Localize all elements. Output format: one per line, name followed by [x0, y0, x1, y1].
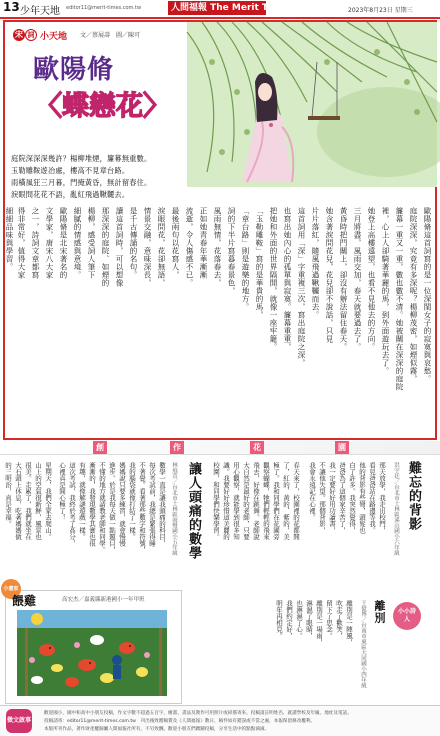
essay-column: 春天來了，校園裡的花都開	[292, 462, 300, 540]
commentary-column: 最後兩句以花寫人，	[171, 207, 180, 279]
painting-credit: 高宏杰／嘉義縣新港國小一年甲班	[62, 597, 145, 603]
essay-column: 每次考試前，我總是緊張得睡	[148, 462, 156, 547]
footer-line: 本版所刊作品，著作財產權歸屬人間福報社所有，不另致酬。歡迎小朋友們踴躍投稿，分享生活中的點點滴滴。	[44, 727, 270, 732]
essay-byline: 洪宇廷／台北市士林區溪山國小六年級	[393, 462, 399, 556]
commentary-column: 讀這首詞時，可以想像	[115, 207, 124, 287]
commentary-column: 「玉勒雕鞍」寫的是華貴的馬，	[255, 207, 264, 319]
painting-svg	[17, 610, 167, 696]
essay-column: 不讓他失望。那個背影，	[318, 462, 326, 534]
poem-line: 庭院深深深幾許？楊柳堆煙，簾幕無重數。	[11, 154, 152, 163]
essay-byline: 林庭萱／台北市士林區雨聲國小五年級	[171, 462, 177, 556]
essay-column: 看見爸爸站在路邊等我。	[368, 462, 376, 534]
feeding-chickens-painting	[17, 610, 167, 696]
essay-column: 我的腦袋就像打結了一樣。	[128, 462, 136, 540]
commentary-column: 是千古傳誦的名句。	[129, 207, 138, 279]
essay-column: 飛去，好像在跳舞。老師說	[252, 462, 260, 540]
commentary-column: 歐陽脩是北宋著名的	[59, 207, 68, 279]
masthead-text: 人間福報 The Merit Times	[171, 3, 292, 13]
seal-ci-icon: 詞	[25, 29, 37, 41]
poem-title: 〈蝶戀花〉	[35, 91, 170, 122]
little-poet-badge	[393, 602, 421, 630]
poem-corner-byline: 王億博／台南市東區大同國小四年級	[360, 600, 366, 688]
poem-corner-line: 明年再相見。	[275, 600, 283, 639]
poem-corner-line: 離別是一陣風，	[345, 600, 353, 646]
essay-column: 數學一直是讓我頭痛的科目，	[158, 462, 166, 547]
essay-column: 我一定要好好用功讀書，	[328, 462, 336, 534]
commentary-column: 她登上高樓遠望，也看不見他去的方向。	[367, 207, 376, 351]
seal-song-icon: 宋	[15, 30, 23, 39]
essay-column: 媽媽說只要多練習，就會慢慢	[118, 462, 126, 547]
footer-line: 歡迎國小、國中和高中小朋友投稿，作文字數不超過五百字，繪畫、書法及教作可用照片或掃描寄來。投稿請註明姓名、就讀學校及年級、地址及電話。	[44, 711, 352, 716]
essay-title: 讓人頭痛的數學	[186, 462, 201, 560]
commentary-column: 片片落紅，隨風飛過鞦韆而去。	[311, 207, 320, 319]
page-header	[0, 0, 440, 19]
commentary-column: 黃昏時把門關上，卻沒有辦法留住春天。	[339, 207, 348, 351]
commentary-column: 也寫出她內心的孤單與寂寞。簾幕重重，	[283, 207, 292, 351]
essay-column: 大自然是最好的老師，只要	[242, 462, 250, 540]
poem-corner-line: 我們約定好，	[285, 600, 293, 639]
poem-corner-line: 離別是一場雨，	[315, 600, 323, 646]
essay-column: 校園，和同學們快樂學習。	[212, 462, 220, 540]
essay-title: 難忘的背影	[406, 461, 421, 531]
commentary-column: 歐陽脩這首詞寫的是一位深閨女子的寂寞與哀愁。	[423, 207, 432, 383]
essay-column: 那天放學，我走出校門，	[378, 462, 386, 534]
commentary-column: 細膩的情感與意境。	[73, 207, 82, 279]
poet-name: 歐陽脩	[33, 55, 115, 85]
section-name: 少年天地	[20, 6, 60, 17]
masthead-logo	[168, 1, 292, 15]
issue-date: 2023年8月23日 星期三	[348, 7, 413, 14]
essay-column: 很美。走累了，我們就坐在	[24, 462, 32, 540]
commentary-column: 她含著淚問花兒，花兒卻不說話，只見	[325, 207, 334, 343]
commentary-column: 得非常好，值得大家	[17, 207, 26, 279]
essay-column: 進步。於是我每天做一點題目，	[108, 462, 116, 553]
essay-column: 不懂的地方就請教老師和同學。	[98, 462, 106, 553]
poem-line: 淚眼問花花不語，亂紅飛過鞦韆去。	[11, 190, 130, 199]
banner-char: 作	[170, 441, 184, 454]
poem-line: 玉勒雕鞍遊冶處，樓高不見章台路。	[11, 166, 130, 175]
essay-column: 山上的空氣很新鮮，風景也	[34, 462, 42, 540]
essay-column: 大石頭上休息，吃著媽媽做	[14, 462, 22, 540]
commentary-column: 細細品味與學習。	[5, 207, 14, 271]
poem-commentary	[5, 207, 435, 437]
essay-column: 漸漸的，我發現數學其實也很	[88, 462, 96, 547]
essay-column: 爸爸為了這個家辛苦了，	[338, 462, 346, 534]
essay-column: 極了。我和同學們在花圃旁	[272, 462, 280, 540]
essay-column: 白了許多。我突然覺得，	[348, 462, 356, 534]
commentary-column: 情景交融，意味深長，	[143, 207, 152, 287]
poem-corner-line: 也淋濕了心。	[295, 600, 303, 639]
commentary-column: 風雨無情，花落春去，	[213, 207, 222, 287]
commentary-column: 這首詞用「深」字重複三次，寫出庭院之深，	[297, 207, 306, 367]
creative-garden-banner	[0, 441, 440, 455]
commentary-column: 正如她青春年華漸漸	[199, 207, 208, 279]
essay-column: 了，紅的、黃的、紫的，美	[282, 462, 290, 540]
banner-char: 園	[335, 441, 349, 454]
essay-column: 他的背影有些彎，頭髮也	[358, 462, 366, 534]
commentary-column: 「章台路」則是遊樂的地方。	[241, 207, 250, 311]
banner-char: 創	[93, 441, 107, 454]
footer-line: 投稿請寄：editor11@merit-times.com.tw 刊出後致贈稿費及《人間福報》數日，稿件如有錯誤或不當之處，本報保留修改權利。	[44, 719, 316, 724]
essay-column: 心裡真是開心極了！	[58, 462, 66, 521]
banner-char: 花	[250, 441, 264, 454]
essay-column: 不著覺。看著那些數字和符號，	[138, 462, 146, 553]
commentary-column: 裡，心上人卻騎著華麗的馬，到外面遊玩去了。	[381, 207, 390, 375]
commentary-column: 楊柳，感受詞人筆下	[87, 207, 96, 279]
poem-corner-title: 離別	[373, 600, 386, 624]
commentary-column: 淚眼問花，花卻無語，	[157, 207, 166, 287]
page-footer	[0, 705, 440, 736]
commentary-column: 那深深的庭院、如煙的	[101, 207, 110, 287]
essay-column: 觀察蝴蝶，牠們輕輕的飛來	[262, 462, 270, 540]
essay-column: 這次考試，我終於考了高分，	[68, 462, 76, 547]
essay-column: 的三明治，真是幸福。	[4, 462, 12, 527]
essay-column: 用心觀察，就能學到很多知	[232, 462, 240, 540]
commentary-column: 三月將盡，風雨交加，春天就要過去了。	[353, 207, 362, 351]
commentary-column: 之一，詩詞文章都寫	[31, 207, 40, 279]
poem-corner-line: 吹走了歡笑，	[335, 600, 343, 639]
page-number: 13	[3, 0, 20, 14]
commentary-column: 把她和外面的世界隔開，就像一座牢籠。	[269, 207, 278, 351]
essay-column: 星期天，我們全家去爬山。	[44, 462, 52, 540]
little-painter-badge: 小畫家	[1, 579, 21, 599]
call-for-submissions-logo: 徵文啟事	[6, 709, 32, 733]
section-tag-label: 小天地	[40, 32, 68, 42]
badge-label: 小小詩人	[397, 608, 416, 623]
editor-email: editor11@merit-times.com.tw	[66, 5, 142, 11]
poem-corner-line: 留下了思念。	[325, 600, 333, 639]
poem-corner-line: 淋濕了眼睛，	[305, 600, 313, 639]
poem-line: 雨橫風狂三月暮，門掩黃昏，無計留春住。	[11, 178, 152, 187]
painting-title: 餵雞	[12, 594, 37, 608]
commentary-column: 流逝，令人傷感不已。	[185, 207, 194, 287]
commentary-column: 文學家，唐宋八大家	[45, 207, 54, 279]
essay-column: 識。我要好好珍惜這美麗的	[222, 462, 230, 540]
commentary-column: 詞的下半片寫暮春景色，	[227, 207, 236, 295]
essay-column: 我會永遠記在心裡。	[308, 462, 316, 521]
essay-column: 有趣，就像解謎遊戲一樣。	[78, 462, 86, 540]
feature-byline: 文／蔡展壽 圖／陳可	[80, 32, 141, 39]
commentary-column: 簾幕一重又一重，數也數不清。她被關在深深的庭院	[395, 207, 404, 391]
poem-feature	[3, 20, 437, 440]
commentary-column: 庭院深深，究竟有多深呢？楊柳茂密，如煙似霧，	[409, 207, 418, 383]
